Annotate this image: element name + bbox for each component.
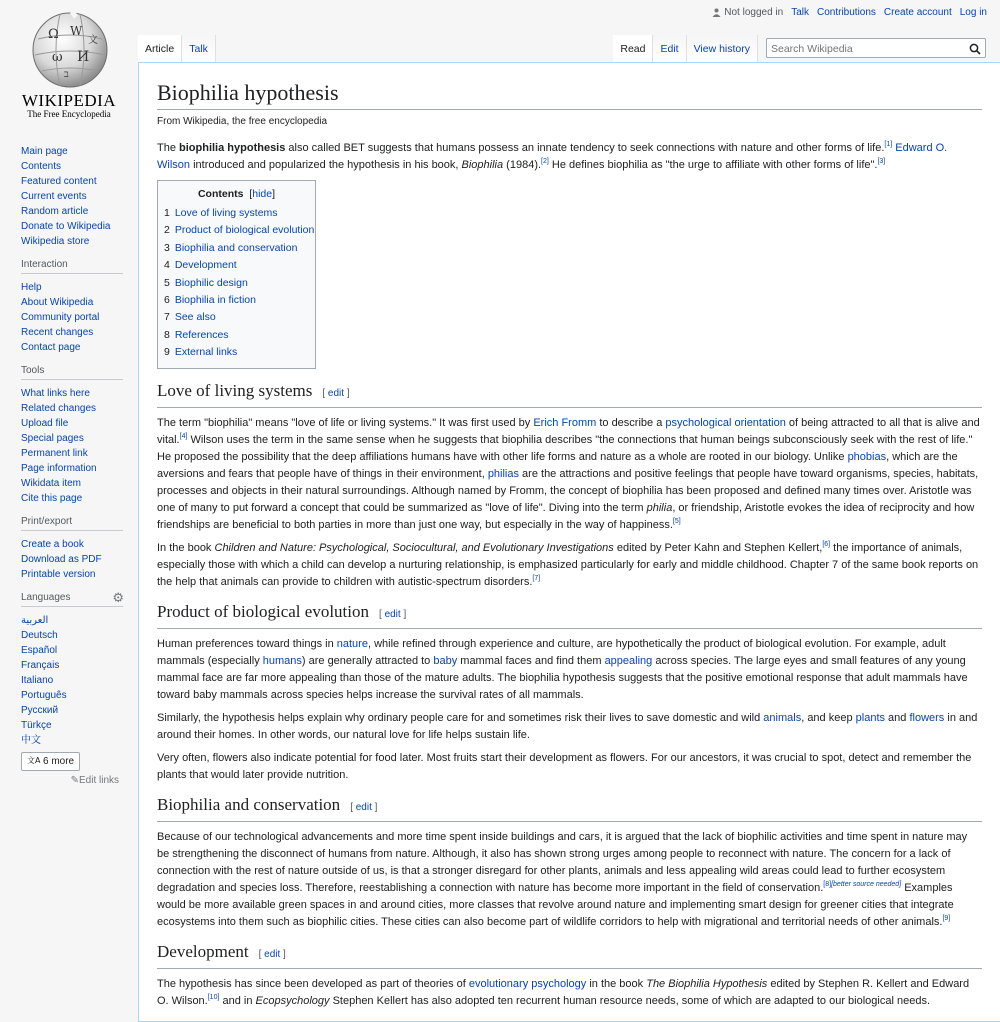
section-heading: Love of living systems [ edit ] (157, 380, 982, 408)
sidebar-tools-link[interactable]: Wikidata item (21, 478, 82, 489)
list-item (21, 386, 138, 401)
toc-link[interactable]: Product of biological evolution (174, 224, 315, 237)
lead-paragraph: The biophilia hypothesis also called BET suggests that humans possess an innate tendency to seek connections with nature and other forms of life.[1] Edward O. Wilson introduced and popularized the hypothesis in his book, Biophilia (1984).[2] He defines biophilia as "the urge to affiliate with other forms of life".[3] (157, 141, 948, 171)
svg-text:文A: 文A (27, 756, 41, 765)
tab-read[interactable]: Read (613, 35, 653, 62)
ref-7[interactable]: [7] (532, 574, 541, 582)
toc-number: 3 (164, 241, 170, 254)
list-item (21, 567, 138, 582)
toc-link[interactable]: Biophilic design (174, 276, 248, 289)
sidebar-print (0, 516, 138, 582)
link-edward-o-wilson[interactable]: Edward O. Wilson (157, 142, 948, 171)
link-phobias[interactable]: phobias (847, 450, 887, 463)
link-appealing[interactable]: appealing (604, 654, 653, 667)
sidebar (0, 140, 138, 796)
edit-section: [ edit ] (379, 608, 407, 620)
view-tabs (613, 35, 986, 62)
toc-number: 5 (164, 276, 170, 289)
sidebar-interaction-link[interactable]: Contact page (21, 342, 81, 353)
sidebar-tools-link[interactable]: Special pages (21, 433, 84, 444)
edit-section: [ edit ] (258, 948, 286, 960)
gear-icon[interactable]: ⚙ (112, 590, 124, 605)
edit-section-link[interactable]: edit (355, 801, 372, 813)
sidebar-tools-link[interactable]: Permanent link (21, 448, 88, 459)
ref-8[interactable]: [8] (823, 880, 832, 888)
paragraph: Human preferences toward things in nature, while refined through experience and culture, are hypothetically the product of biological evolution. For example, adult mammals (especially humans) are generally attracted to baby mammal faces and find them appealing across species. The large eyes and small features of any young mammal face are far more appealing than those of the mature adults. The biophilia hypothesis suggests that the positive emotional response that adult mammals have toward baby mammals across species helps increase the survival rates of all mammals. (157, 637, 968, 701)
section-heading: Development [ edit ] (157, 941, 982, 969)
toc-link[interactable]: Love of living systems (174, 207, 278, 219)
ref-6[interactable]: [6] (822, 540, 831, 548)
sidebar-tools-link[interactable]: Page information (21, 463, 97, 474)
sidebar-print-link[interactable]: Printable version (21, 569, 96, 580)
language-link[interactable]: Português (21, 690, 67, 701)
edit-section-link[interactable]: edit (384, 608, 401, 620)
svg-text:ב: ב (64, 69, 69, 80)
toc-link[interactable]: References (174, 328, 229, 341)
list-item (21, 234, 138, 249)
ref-2[interactable]: [2] (541, 158, 549, 165)
sidebar-nav-link[interactable]: Main page (21, 146, 68, 157)
toc-number: 8 (164, 328, 170, 341)
sidebar-tools-link[interactable]: What links here (21, 388, 90, 399)
languages-heading-label: Languages (21, 592, 71, 603)
interaction-heading: Interaction (21, 259, 123, 274)
sidebar-print-link[interactable]: Create a book (21, 539, 84, 550)
toc-item[interactable] (164, 275, 309, 292)
pencil-icon: ✎ (70, 775, 79, 786)
section-heading: Biophilia and conservation [ edit ] (157, 794, 982, 822)
more-languages-button[interactable] (21, 752, 80, 771)
svg-text:文: 文 (88, 35, 98, 46)
link-plants[interactable]: plants (855, 711, 885, 724)
tab-article[interactable]: Article (138, 35, 182, 62)
list-item (21, 461, 138, 476)
list-item (21, 733, 138, 748)
personal-tools (712, 7, 987, 18)
list-item (21, 658, 138, 673)
toc-item[interactable] (164, 205, 309, 222)
toc-link[interactable]: See also (174, 311, 216, 324)
ref-3[interactable]: [3] (877, 158, 886, 165)
puzzle-globe-icon (30, 11, 110, 94)
sidebar-interaction-link[interactable]: Community portal (21, 312, 100, 323)
ref-1[interactable]: [1] (884, 141, 893, 148)
site-subtitle: From Wikipedia, the free encyclopedia (157, 116, 328, 127)
language-link[interactable]: العربية (21, 615, 49, 626)
sidebar-interaction-link[interactable]: Help (21, 282, 42, 293)
print-heading: Print/export (21, 516, 123, 531)
table-of-contents (157, 180, 316, 369)
list-item (21, 613, 138, 628)
sidebar-tools (0, 365, 138, 506)
list-item (21, 219, 138, 234)
edit-section-link[interactable]: edit (327, 387, 345, 399)
edit-section-link[interactable]: edit (264, 948, 281, 960)
sidebar-nav-link[interactable]: Wikipedia store (21, 236, 90, 247)
language-link[interactable]: Italiano (21, 675, 54, 686)
toc-number: 7 (164, 311, 170, 324)
search-input[interactable] (767, 40, 957, 58)
list-item (21, 431, 138, 446)
toc-link[interactable]: Biophilia and conservation (174, 241, 298, 254)
toc-item[interactable] (164, 344, 309, 361)
toc-item[interactable] (164, 222, 315, 239)
toc-number: 1 (164, 207, 170, 219)
sidebar-print-link[interactable]: Download as PDF (21, 554, 102, 565)
list-item (21, 310, 138, 325)
search-box (766, 38, 986, 58)
search-icon[interactable] (969, 42, 981, 60)
toc-hide-link[interactable]: hide (252, 188, 273, 200)
list-item (21, 340, 138, 355)
list-item (21, 446, 138, 461)
not-logged-in-label: Not logged in (724, 7, 784, 18)
svg-text:Ω: Ω (48, 27, 59, 42)
sidebar-nav-link[interactable]: Random article (21, 206, 89, 217)
section-heading: Product of biological evolution [ edit ] (157, 601, 982, 629)
tab-talk[interactable]: Talk (182, 35, 216, 62)
toc-link[interactable]: External links (174, 346, 238, 359)
toc-item[interactable] (164, 240, 309, 257)
paragraph: The hypothesis has since been developed as part of theories of evolutionary psychology in the book The Biophilia Hypothesis edited by Stephen R. Kellert and Edward O. Wilson.[10] and in Ecopsychology Stephen Kellert has also adopted ten recurrent human resource needs, some of which are adapted to our biological needs. (157, 977, 970, 1007)
toc-item[interactable] (164, 309, 309, 326)
edit-section: [ edit ] (322, 387, 350, 399)
toc-link[interactable]: Development (174, 259, 237, 272)
list-item (21, 280, 138, 295)
wikipedia-logo[interactable] (0, 0, 138, 125)
sidebar-interaction (0, 259, 138, 355)
svg-text:W: W (70, 24, 83, 38)
svg-text:ω: ω (52, 50, 63, 65)
paragraph: Similarly, the hypothesis helps explain why ordinary people care for and sometimes risk their lives to save domestic and wild animals, and keep plants and flowers in and around their homes. In other words, our natural love for life helps sustain life. (157, 711, 978, 741)
sidebar-tools-link[interactable]: Related changes (21, 403, 97, 414)
language-link[interactable]: Türkçe (21, 720, 52, 731)
paragraph: The term "biophilia" means "love of life or living systems." It was first used by Erich Fromm to describe a psychological orientation of being attracted to all that is alive and vital.[4] Wilson uses the term in the same sense when he suggests that biophilia describes "the connections that human beings subconsciously seek with the rest of life." He proposed the possibility that the deep affiliations humans have with other life forms and nature as a whole are rooted in our biology. Unlike phobias, which are the aversions and fears that people have of things in their environment, philias are the attractions and positive feelings that people have toward organisms, species, habitats, processes and objects in their natural surroundings. Although named by Fromm, the concept of biophilia has been proposed and defined many times over. Aristotle was one of many to put forward a concept that could be summarized as "love of life". Diving into the term philia, or friendship, Aristotle evokes the idea of reciprocity and how friendships are beneficial to both parties in more than just one way, but especially in the way of happiness.[5] (157, 416, 980, 531)
user-icon (712, 8, 721, 17)
logo-tagline: The Free Encyclopedia (27, 109, 111, 119)
link-humans[interactable]: humans (262, 654, 302, 667)
toc-number: 2 (164, 224, 170, 237)
toc-title: Contents [hide] (197, 188, 276, 200)
better-source-needed-link[interactable]: [better source needed] (831, 880, 902, 888)
list-item (21, 295, 138, 310)
language-link[interactable]: 中文 (21, 735, 41, 746)
list-item (21, 718, 138, 733)
link-erich-fromm[interactable]: Erich Fromm (533, 416, 597, 429)
talk-link[interactable]: Talk (791, 7, 809, 18)
tab-view-history[interactable]: View history (687, 35, 758, 62)
sidebar-nav-link[interactable]: Donate to Wikipedia (21, 221, 111, 232)
sidebar-nav-link[interactable]: Contents (21, 161, 62, 172)
tab-edit[interactable]: Edit (653, 35, 686, 62)
link-nature[interactable]: nature (336, 637, 368, 650)
toc-item[interactable] (164, 292, 309, 309)
tools-heading: Tools (21, 365, 123, 380)
list-item (21, 476, 138, 491)
list-item (21, 416, 138, 431)
page-title: Biophilia hypothesis (157, 79, 982, 110)
edit-links-label: Edit links (78, 775, 119, 786)
toc-link[interactable]: Biophilia in fiction (174, 294, 256, 307)
toc-item[interactable] (164, 257, 309, 274)
sidebar-nav-link[interactable]: Featured content (21, 176, 97, 187)
ref-10[interactable]: [10] (207, 993, 220, 1001)
sidebar-tools-link[interactable]: Cite this page (21, 493, 83, 504)
create-account-link[interactable]: Create account (883, 7, 952, 18)
paragraph: Because of our technological advancements and more time spent inside buildings and cars, it is argued that the lack of biophilic activities and time spent in nature may be strengthening the disconnect of humans from nature. Although, it also has shown strong urges among people to reconnect with nature. The concern for a lack of connection with the rest of nature outside of us, is that a stronger disregard for other plants, animals and less appealing wild areas could lead to further ecosystem degradation and species loss. Therefore, reestablishing a connection with nature has become more important in the field of conservation.[8][better source needed] Examples would be more available green spaces in and around cities, more classes that revolve around nature and implementing smart design for greener cities that integrate ecosystems into them such as biophilic cities. These cities can also become part of wildlife corridors to help with migrational and territorial needs of other animals.[9] (157, 830, 968, 928)
link-animals[interactable]: animals (763, 711, 802, 724)
link-psychological-orientation[interactable]: psychological orientation (665, 416, 786, 429)
ref-9[interactable]: [9] (942, 914, 951, 922)
contributions-link[interactable]: Contributions (817, 7, 876, 18)
languages-heading (21, 592, 123, 607)
translate-icon (27, 755, 39, 768)
language-link[interactable]: Deutsch (21, 630, 58, 641)
ref-4[interactable]: [4] (179, 432, 188, 440)
link-philias[interactable]: philias (487, 467, 519, 480)
list-item (21, 401, 138, 416)
sidebar-languages (0, 592, 138, 786)
list-item (21, 325, 138, 340)
link-flowers[interactable]: flowers (909, 711, 945, 724)
toc-number: 6 (164, 294, 170, 307)
toc-number: 4 (164, 259, 170, 272)
list-item (21, 643, 138, 658)
sidebar-interaction-link[interactable]: Recent changes (21, 327, 94, 338)
edit-links[interactable] (21, 775, 119, 786)
list-item (21, 552, 138, 567)
article-content (138, 62, 1000, 1022)
sidebar-nav-link[interactable]: Current events (21, 191, 87, 202)
toc-number: 9 (164, 346, 170, 359)
paragraph: Very often, flowers also indicate potential for food later. Most fruits start their development as flowers. For our ancestors, it was crucial to spot, detect and remember the plants that would later provide nutrition. (157, 751, 972, 781)
list-item (21, 174, 138, 189)
list-item (21, 144, 138, 159)
list-item (21, 688, 138, 703)
more-languages-label: 6 more (43, 756, 75, 767)
list-item (21, 204, 138, 219)
language-link[interactable]: Français (21, 660, 60, 671)
language-link[interactable]: Español (21, 645, 58, 656)
list-item (21, 159, 138, 174)
edit-section: [ edit ] (350, 801, 378, 813)
list-item (21, 189, 138, 204)
sidebar-tools-link[interactable]: Upload file (21, 418, 69, 429)
ref-5[interactable]: [5] (672, 517, 681, 525)
list-item (21, 491, 138, 506)
list-item (21, 703, 138, 718)
list-item (21, 673, 138, 688)
namespace-tabs (138, 35, 216, 62)
list-item (21, 537, 138, 552)
language-link[interactable]: Русский (21, 705, 59, 716)
sidebar-interaction-link[interactable]: About Wikipedia (21, 297, 94, 308)
login-link[interactable]: Log in (959, 7, 987, 18)
svg-text:И: И (77, 49, 90, 65)
sidebar-navigation (0, 144, 138, 249)
link-evolutionary-psychology[interactable]: evolutionary psychology (468, 977, 587, 990)
list-item (21, 628, 138, 643)
logo-wordmark: WIKIPEDIA (21, 91, 117, 110)
paragraph: In the book Children and Nature: Psychological, Sociocultural, and Evolutionary Investigations edited by Peter Kahn and Stephen Kellert,[6] the importance of animals, especially those with which a child can develop a nurturing relationship, is emphasized particularly for early and middle childhood. Chapter 7 of the same book reports on the help that animals can provide to children with autistic-spectrum disorders.[7] (157, 540, 979, 588)
toc-item[interactable] (164, 327, 309, 344)
link-baby[interactable]: baby (433, 654, 458, 667)
